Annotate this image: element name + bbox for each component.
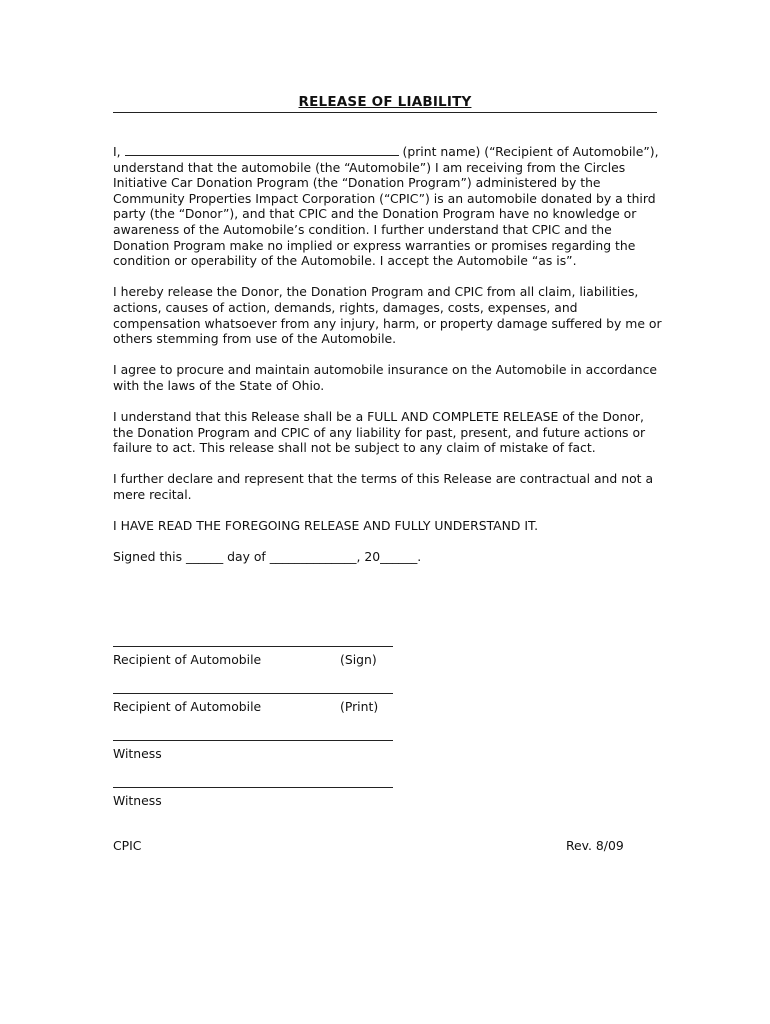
witness-label: Witness [113, 746, 162, 761]
signature-note: (Print) [340, 699, 379, 714]
signature-block-witness-2[interactable] [113, 787, 403, 809]
intro-text: Automobile”), understand that the automobile (the “Automobile”) I am receiving from the Circles Initiative Car Donation Program (the “Donation Program”) administered by the Community Properties Impact Corporation (“CPIC”) is an automobile donated by a third party (the “Donor”), and that CPIC and the Donation Program have no knowledge or awareness of the Automobile’s condition. I further understand that CPIC and the Donation Program make no implied or express warranties or promises regarding the condition or operability of the Automobile. I accept the Automobile “as is”. [113, 144, 659, 269]
signature-line[interactable] [113, 787, 393, 788]
document-title: RELEASE OF LIABILITY [298, 94, 472, 110]
declaration-paragraph: I further declare and represent that the terms of this Release are contractual and not a mere recital. [113, 471, 654, 503]
signature-block-witness-1[interactable] [113, 740, 403, 762]
signature-note: (Sign) [340, 652, 377, 667]
footer-revision: Rev. 8/09 [566, 838, 624, 853]
full-release-paragraph: I understand that this Release shall be a FULL AND COMPLETE RELEASE of the Donor, the Donation Program and CPIC of any liability for past, present, and future actions or failure to act. This release shall not be subject to any claim of mistake of fact. [113, 409, 646, 456]
signed-date-line[interactable]: Signed this ______ day of ______________, 20______. [113, 549, 422, 565]
signature-label: Recipient of Automobile [113, 699, 262, 714]
signature-block-print[interactable] [113, 693, 403, 715]
intro-suffix: (print name) (“Recipient of [402, 144, 569, 159]
title-rule [113, 92, 657, 113]
insurance-paragraph: I agree to procure and maintain automobile insurance on the Automobile in accordance with the laws of the State of Ohio. [113, 362, 658, 393]
signature-line[interactable] [113, 646, 393, 647]
signature-label: Recipient of Automobile [113, 652, 262, 667]
footer-left: CPIC [113, 838, 142, 853]
intro-prefix: I, [113, 144, 121, 159]
witness-label: Witness [113, 793, 162, 808]
document-body [113, 144, 663, 581]
signature-block-sign[interactable] [113, 646, 403, 668]
signature-line[interactable] [113, 693, 393, 694]
intro-paragraph [113, 144, 663, 269]
signature-line[interactable] [113, 740, 393, 741]
print-name-blank[interactable] [125, 144, 399, 156]
release-paragraph: I hereby release the Donor, the Donation Program and CPIC from all claim, liabilities, actions, causes of action, demands, rights, damages, costs, expenses, and compensation whatsoever from any injury, harm, or property damage suffered by me or others stemming from use of the Automobile. [113, 284, 662, 347]
acknowledgement-paragraph: I HAVE READ THE FOREGOING RELEASE AND FULLY UNDERSTAND IT. [113, 518, 539, 534]
